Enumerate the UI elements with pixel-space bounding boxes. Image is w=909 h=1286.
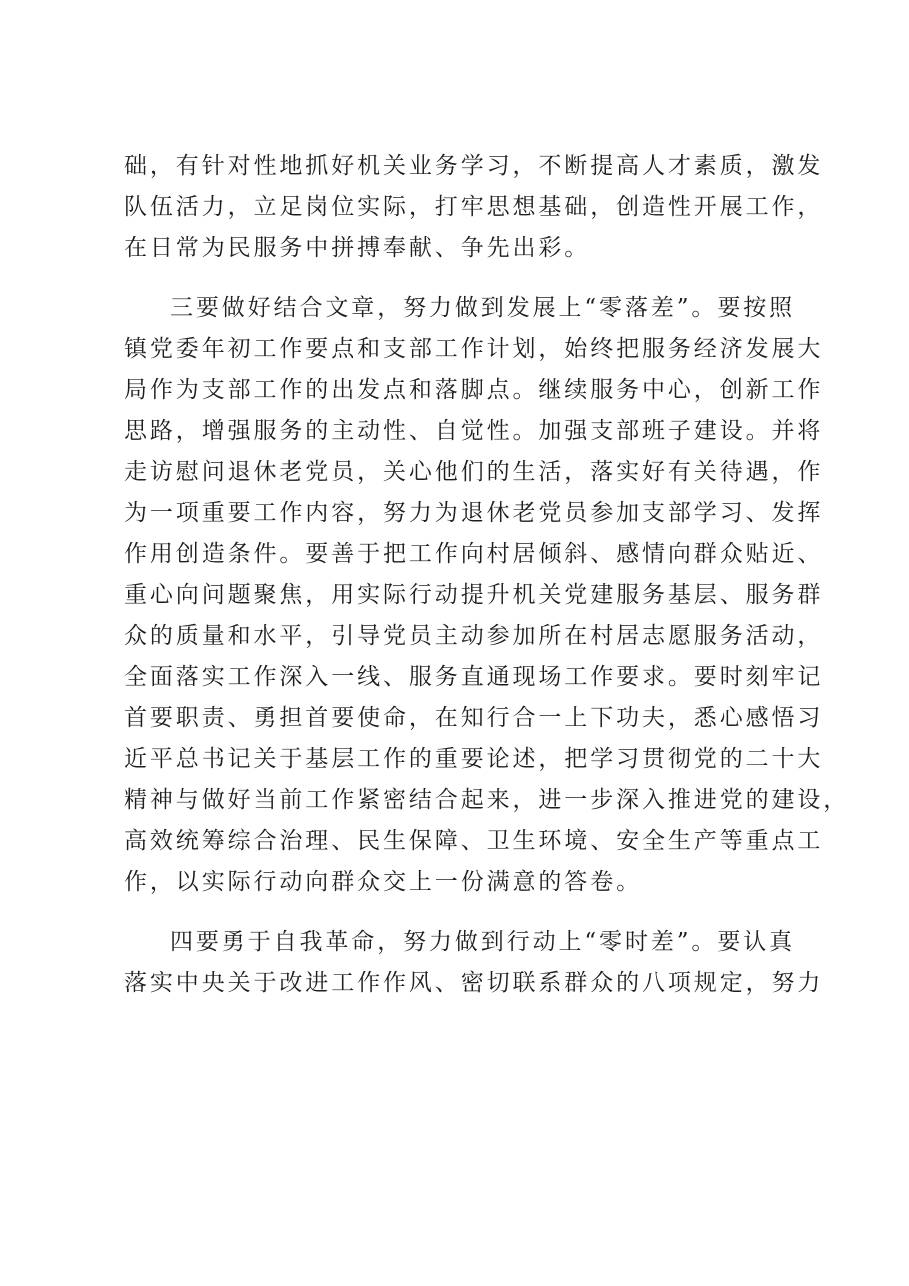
text-line: 镇党委年初工作要点和支部工作计划，始终把服务经济发展大 bbox=[124, 336, 824, 362]
text-line: 础，有针对性地抓好机关业务学习，不断提高人才素质，激发 bbox=[124, 153, 824, 179]
paragraph-3 bbox=[124, 922, 824, 1004]
text-line: 落实中央关于改进工作作风、密切联系群众的八项规定，努力 bbox=[124, 970, 824, 996]
text-line: 四要勇于自我革命，努力做到行动上“零时差”。要认真 bbox=[170, 929, 796, 955]
text-line: 近平总书记关于基层工作的重要论述，把学习贯彻党的二十大 bbox=[124, 746, 824, 772]
document-body bbox=[124, 146, 850, 1004]
text-line: 首要职责、勇担首要使命，在知行合一上下功夫，悉心感悟习 bbox=[124, 705, 824, 731]
text-line: 高效统筹综合治理、民生保障、卫生环境、安全生产等重点工 bbox=[124, 828, 824, 854]
text-line: 重心向问题聚焦，用实际行动提升机关党建服务基层、服务群 bbox=[124, 582, 824, 608]
paragraph-spacer bbox=[124, 903, 824, 922]
text-line: 队伍活力，立足岗位实际，打牢思想基础，创造性开展工作， bbox=[124, 194, 824, 220]
text-line: 众的质量和水平，引导党员主动参加所在村居志愿服务活动， bbox=[124, 623, 824, 649]
paragraph-2 bbox=[124, 288, 850, 903]
text-line: 为一项重要工作内容，努力为退休老党员参加支部学习、发挥 bbox=[124, 500, 824, 526]
text-line: 精神与做好当前工作紧密结合起来，进一步深入推进党的建设， bbox=[124, 787, 850, 813]
text-line: 局作为支部工作的出发点和落脚点。继续服务中心，创新工作 bbox=[124, 377, 824, 403]
text-line: 作用创造条件。要善于把工作向村居倾斜、感情向群众贴近、 bbox=[124, 541, 824, 567]
text-line: 在日常为民服务中拼搏奉献、争先出彩。 bbox=[124, 235, 591, 261]
text-line: 作，以实际行动向群众交上一份满意的答卷。 bbox=[124, 869, 642, 895]
text-line: 全面落实工作深入一线、服务直通现场工作要求。要时刻牢记 bbox=[124, 664, 824, 690]
paragraph-spacer bbox=[124, 269, 824, 288]
text-line: 思路，增强服务的主动性、自觉性。加强支部班子建设。并将 bbox=[124, 418, 824, 444]
paragraph-1 bbox=[124, 146, 824, 269]
text-line: 走访慰问退休老党员，关心他们的生活，落实好有关待遇，作 bbox=[124, 459, 824, 485]
text-line: 三要做好结合文章，努力做到发展上“零落差”。要按照 bbox=[170, 295, 796, 321]
